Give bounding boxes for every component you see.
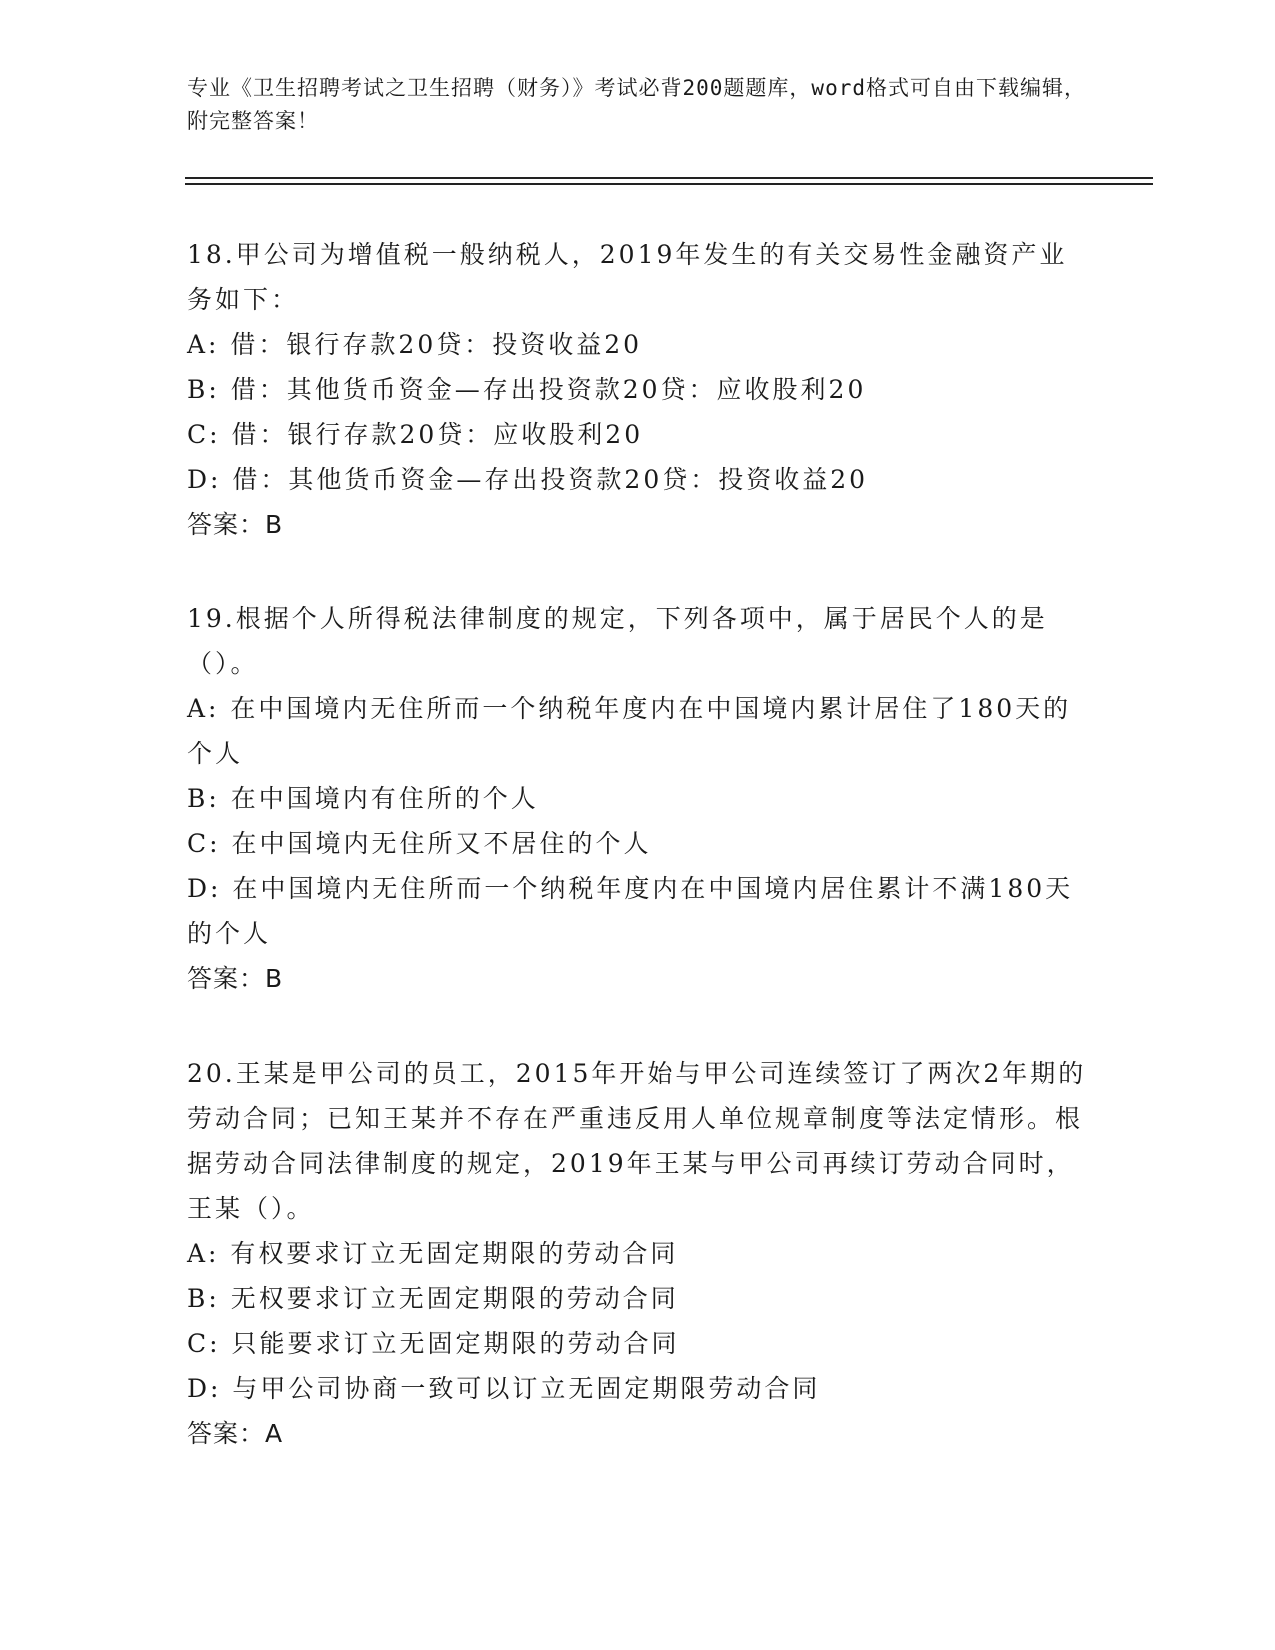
answer-line: 答案：B — [187, 510, 284, 539]
option-d: D: 与甲公司协商一致可以订立无固定期限劳动合同 — [187, 1374, 821, 1403]
option-c: C: 只能要求订立无固定期限的劳动合同 — [187, 1329, 680, 1358]
option-a: A: 借：银行存款20贷：投资收益20 — [187, 330, 643, 359]
question-stem: 20.王某是甲公司的员工，2015年开始与甲公司连续签订了两次2年期的劳动合同；已知王某并不存在严重违反用人单位规章制度等法定情形。根据劳动合同法律制度的规定，2019年王某与甲公司再续订劳动合同时，王某（）。 — [187, 1059, 1087, 1223]
option-a: A: 在中国境内无住所而一个纳税年度内在中国境内累计居住了180天的个人 — [187, 694, 1072, 768]
document-intro: 专业《卫生招聘考试之卫生招聘（财务）》考试必背200题题库，word格式可自由下载编辑，附完整答案！ — [187, 76, 1086, 133]
question-stem: 18.甲公司为增值税一般纳税人，2019年发生的有关交易性金融资产业务如下： — [187, 240, 1068, 314]
option-b: B: 无权要求订立无固定期限的劳动合同 — [187, 1284, 679, 1313]
answer-line: 答案：A — [187, 1419, 284, 1448]
answer-line: 答案：B — [187, 964, 284, 993]
option-b: B: 在中国境内有住所的个人 — [187, 784, 539, 813]
option-b: B: 借：其他货币资金—存出投资款20贷：应收股利20 — [187, 375, 867, 404]
header-divider-top — [185, 177, 1153, 179]
option-c: C: 借：银行存款20贷：应收股利20 — [187, 420, 644, 449]
option-d: D: 借：其他货币资金—存出投资款20贷：投资收益20 — [187, 465, 869, 494]
question-20 — [187, 1051, 1087, 1456]
option-d: D: 在中国境内无住所而一个纳税年度内在中国境内居住累计不满180天的个人 — [187, 874, 1074, 948]
question-18 — [187, 232, 1087, 547]
option-c: C: 在中国境内无住所又不居住的个人 — [187, 829, 652, 858]
header-divider-bottom — [185, 183, 1153, 185]
question-stem: 19.根据个人所得税法律制度的规定，下列各项中，属于居民个人的是（）。 — [187, 604, 1048, 678]
option-a: A: 有权要求订立无固定期限的劳动合同 — [187, 1239, 679, 1268]
question-19 — [187, 596, 1087, 1001]
